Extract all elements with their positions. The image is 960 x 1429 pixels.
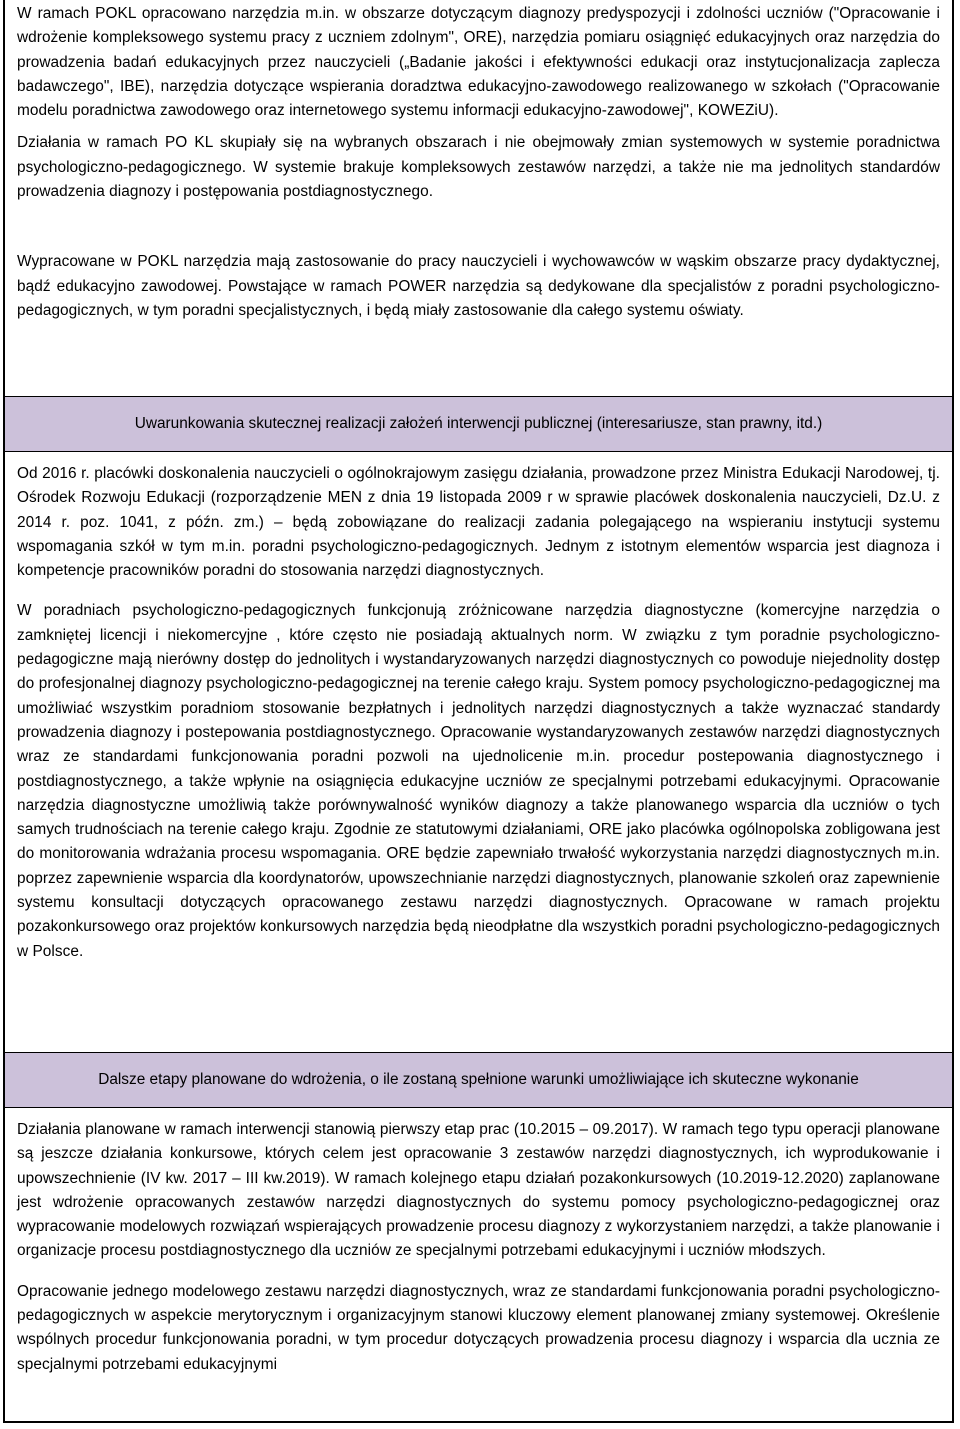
section-conditions [5,462,952,964]
paragraph: Wypracowane w POKL narzędzia mają zastosowanie do pracy nauczycieli i wychowawców w wąskim obszarze pracy dydaktycznej, bądź edukacyjno zawodowej. Powstające w ramach POWER narzędzia są dedykowane dla specjalistów z poradni psychologiczno-pedagogicznych, w tym poradni specjalistycznych, i będą miały zastosowanie dla całego systemu oświaty. [17,253,940,319]
section-header-text: Dalsze etapy planowane do wdrożenia, o ile zostaną spełnione warunki umożliwiające ich skuteczne wykonanie [98,1071,859,1088]
paragraph: Opracowanie jednego modelowego zestawu narzędzi diagnostycznych, wraz ze standardami funkcjonowania poradni psychologiczno-pedagogicznych w aspekcie merytorycznym i organizacyjnym stanowi kluczowy element planowanej zmiany systemowej. Określenie wspólnych procedur funkcjonowania poradni, w tym procedur dotyczących prowadzenia procesu diagnozy i wsparcia dla ucznia ze specjalnymi potrzebami edukacyjnymi [17,1282,940,1373]
paragraph: W poradniach psychologiczno-pedagogicznych funkcjonują zróżnicowane narzędzia diagnostyczne (komercyjne narzędzia o zamkniętej licencji i niekomercyjne , które często nie posiadają aktualnych norm. W związku z tym poradnie psychologiczno-pedagogiczne mają nierówny dostęp do jednolitych i wystandaryzowanych narzędzi diagnostycznych co powoduje niejednolity dostęp do profesjonalnej diagnozy psychologiczno-pedagogicznej na terenie całego kraju. System pomocy psychologiczno-pedagogicznej ma umożliwiać wszystkim poradniom stosowanie bezpłatnych i jednolitych narzędzi diagnostycznych a także wyznaczać standardy prowadzenia diagnozy i postepowania postdiagnostycznego. Opracowanie wystandaryzowanych zestawów narzędzi diagnostycznych wraz ze standardami funkcjonowania poradni pozwoli na ujednolicenie m.in. procedur postepowania diagnostycznego i postdiagnostycznego, a także wpłynie na osiągnięcia edukacyjne uczniów ze specjalnymi potrzebami edukacyjnymi. Opracowanie narzędzia diagnostyczne umożliwią także porównywalność wyników diagnozy a także planowanego wsparcia dla uczniów o tych samych trudnościach na terenie całego kraju. Zgodnie ze statutowymi działaniami, ORE jako placówka ogólnopolska zobligowana jest do monitorowania wdrażania procesu wspomagania. ORE będzie zapewniało trwałość wykorzystania narzędzi diagnostycznych m.in. poprzez zapewnienie wsparcia dla koordynatorów, upowszechnianie narzędzi diagnostycznych, planowanie szkoleń oraz zapewnienie systemu konsultacji dotyczących opracowanego zestawu narzędzi diagnostycznych. Opracowane w ramach projektu pozakonkursowego oraz projektów konkursowych narzędzia będą nieodpłatne dla wszystkich poradni psychologiczno-pedagogicznych w Polsce. [17,602,940,960]
section-next-stages [5,1118,952,1377]
paragraph: Od 2016 r. placówki doskonalenia nauczycieli o ogólnokrajowym zasięgu działania, prowadzone przez Ministra Edukacji Narodowej, tj. Ośrodek Rozwoju Edukacji (rozporządzenie MEN z dnia 19 listopada 2009 r w sprawie placówek doskonalenia nauczycieli, Dz.U. z 2014 r. poz. 1041, z późn. zm.) – będą zobowiązane do realizacji zadania polegającego na wspieraniu instytucji systemu wspomagania szkół w tym m.in. poradni psychologiczno-pedagogicznych. Jednym z istotnym elementów wsparcia jest diagnoza i kompetencje pracowników poradni do stosowania narzędzi diagnostycznych. [17,465,940,580]
section-header-next-stages [5,1052,952,1108]
document-page [3,0,954,1423]
section-header-conditions [5,396,952,452]
paragraph: Działania planowane w ramach interwencji stanowią pierwszy etap prac (10.2015 – 09.2017). W ramach tego typu operacji planowane są jeszcze działania konkursowe, których celem jest opracowanie 3 zestawów narzędzi diagnostycznych, ich wyprodukowanie i upowszechnienie (IV kw. 2017 – III kw.2019). W ramach kolejnego etapu działań pozakonkursowych (10.2019-12.2020) zaplanowane jest wdrożenie opracowanych zestawów narzędzi diagnostycznych do systemu pomocy psychologiczno-pedagogicznej oraz wypracowanie modelowych rozwiązań wspierających prowadzenie procesu diagnozy z wykorzystaniem narzędzi, a także planowanie i organizacje procesu postdiagnostycznego dla uczniów ze specjalnymi potrzebami edukacyjnymi i uczniów młodszych. [17,1121,940,1260]
section-header-text: Uwarunkowania skutecznej realizacji założeń interwencji publicznej (interesariusze, stan prawny, itd.) [134,415,823,432]
section-pokl-tools [5,2,952,323]
paragraph: W ramach POKL opracowano narzędzia m.in. w obszarze dotyczącym diagnozy predyspozycji i zdolności uczniów ("Opracowanie i wdrożenie kompleksowego systemu pracy z uczniem zdolnym", ORE), narzędzia pomiaru osiągnięć edukacyjnych oraz narzędzia do prowadzenia badań edukacyjnych przez nauczycieli („Badanie jakości i efektywności edukacji oraz instytucjonalizacja zaplecza badawczego", IBE), narzędzia dotyczące wspierania doradztwa edukacyjno-zawodowego realizowanego w szkołach ("Opracowanie modelu poradnictwa zawodowego oraz internetowego systemu informacji edukacyjno-zawodowej", KOWEZiU). [17,5,940,120]
paragraph: Działania w ramach PO KL skupiały się na wybranych obszarach i nie obejmowały zmian systemowych w systemie poradnictwa psychologiczno-pedagogicznego. W systemie brakuje kompleksowych zestawów narzędzi, a także nie ma jednolitych standardów prowadzenia diagnozy i postępowania postdiagnostycznego. [17,134,940,201]
